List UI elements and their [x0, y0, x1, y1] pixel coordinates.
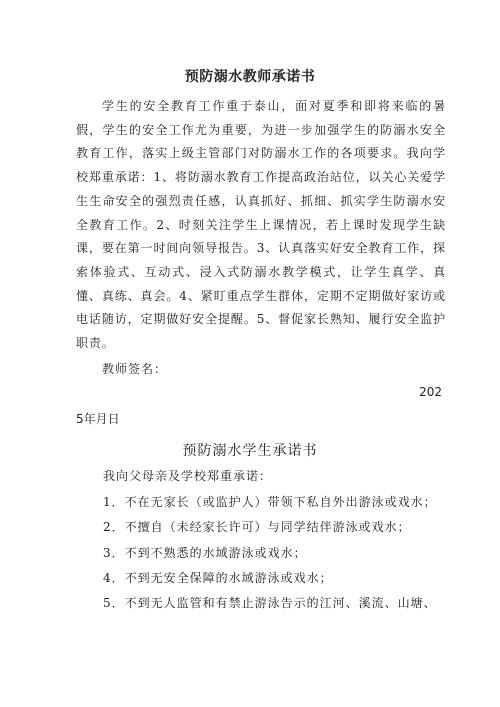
pledge-item: 4．不到无安全保障的水域游泳或戏水；	[103, 570, 333, 585]
pledge-item: 1．不在无家长（或监护人）带领下私自外出游泳或戏水；	[103, 495, 437, 509]
student-pledge-list	[103, 490, 437, 616]
teacher-pledge-body: 学生的安全教育工作重于泰山，面对夏季和即将来临的暑假，学生的安全工作尤为重要，为进一步加强学生的防溺水安全教育工作，落实上级主管部门对防溺水工作的各项要求。我向学校郑重承诺：1、将防溺水教育工作提高政治站位，以关心关爱学生生命安全的强烈责任感，认真抓好、抓细、抓实学生防溺水安全教育工作。2、时刻关注学生上课情况，若上课时发现学生缺课，要在第一时间向领导报告。3、认真落实好安全教育工作，探索体验式、互动式、浸入式防溺水教学模式，让学生真学、真懂、真练、真会。4、紧盯重点学生群体，定期不定期做好家访或电话随访，定期做好安全提醒。5、督促家长熟知、履行安全监护职责。	[76, 99, 446, 351]
date-line-part2: 5年月日	[76, 412, 120, 426]
pledge-item: 3．不到不熟悉的水域游泳或戏水；	[103, 545, 307, 560]
student-pledge-title: 预防溺水学生承诺书	[182, 443, 318, 459]
pledge-item: 5．不到无人监管和有禁止游泳告示的江河、溪流、山塘、	[103, 596, 437, 611]
pledge-item: 2．不擅自（未经家长许可）与同学结伴游泳或戏水；	[103, 520, 411, 535]
teacher-pledge-title: 预防溺水教师承诺书	[184, 69, 316, 85]
student-pledge-intro: 我向父母亲及学校郑重承诺：	[103, 469, 273, 483]
teacher-signature-label: 教师签名：	[102, 362, 168, 376]
date-line-part1: 202	[419, 385, 442, 399]
